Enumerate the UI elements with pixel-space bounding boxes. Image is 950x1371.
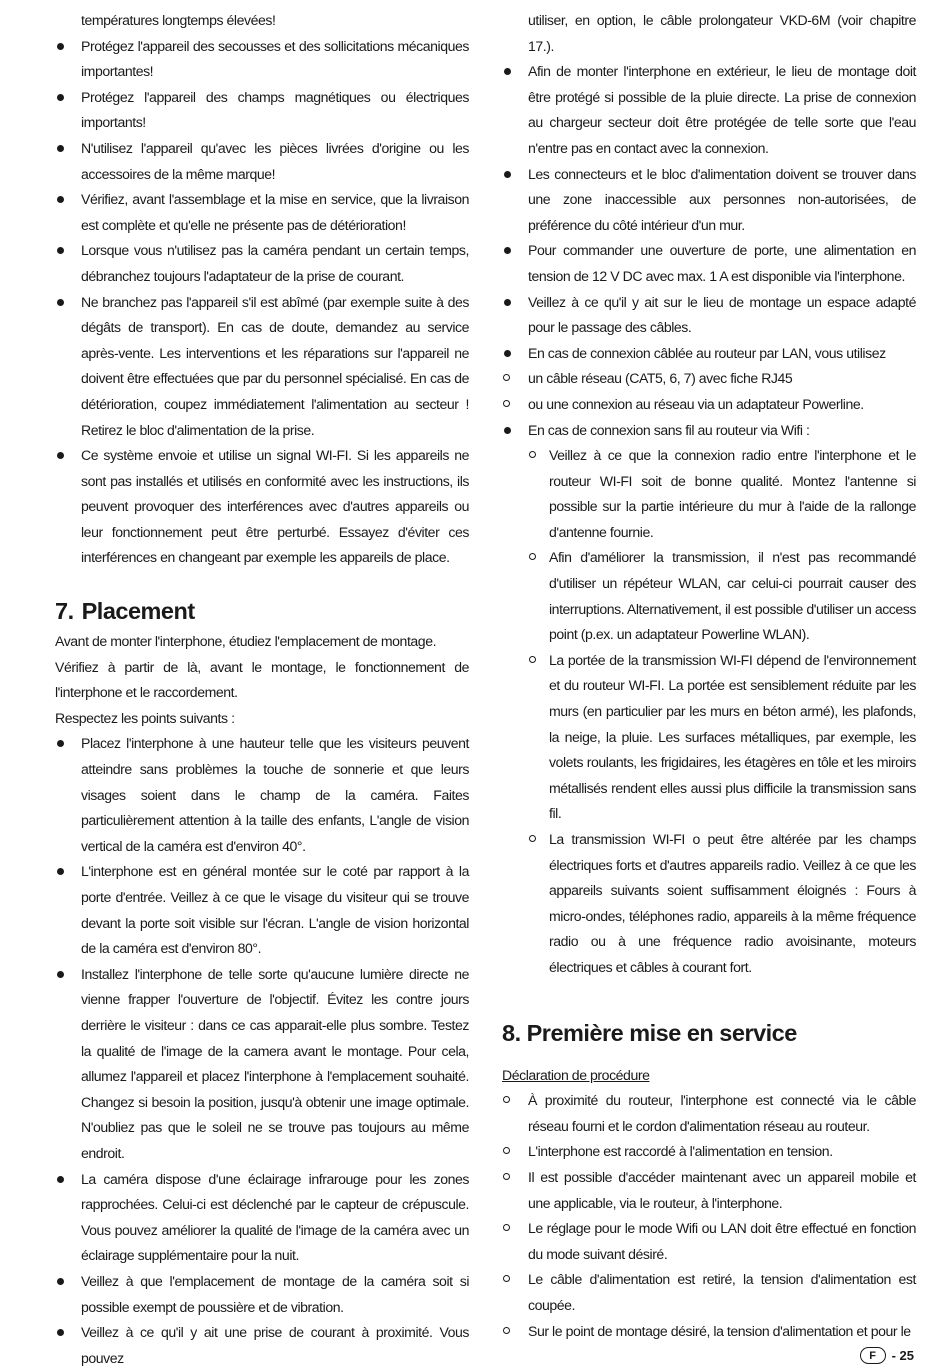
wifi-bullet-label: En cas de connexion sans fil au routeur via Wifi :: [528, 421, 810, 438]
right-continuation: utiliser, en option, le câble prolongateur VKD-6M (voir chapitre 17.).: [528, 12, 916, 54]
section-7-para-1: Avant de monter l'interphone, étudiez l'emplacement de montage.: [55, 633, 437, 650]
section-8-subheading: Déclaration de procédure: [502, 1066, 650, 1083]
list-item: La caméra dispose d'une éclairage infrarouge pour les zones rapprochées. Celui-ci est déclenché par le capteur de crépuscule. Vous pouvez améliorer la qualité de l'image de la caméra avec un éclairage supplémentaire pour la nuit.: [55, 1167, 469, 1269]
mounting-bullet-list: [502, 59, 916, 980]
list-item: Pour commander une ouverture de porte, une alimentation en tension de 12 V DC avec max. 1 A est disponible via l'interphone.: [502, 238, 916, 289]
placement-bullet-list: [55, 731, 469, 1371]
list-item: L'interphone est en général montée sur le coté par rapport à la porte d'entrée. Veillez à ce que le visage du visiteur qui se trouve devant la porte soit visible sur l'écran. L'angle de vision horizontal de la caméra est d'environ 80°.: [55, 859, 469, 961]
section-7-para-3: Respectez les points suivants :: [55, 709, 235, 726]
list-item: ou une connexion au réseau via un adaptateur Powerline.: [502, 392, 916, 418]
list-item: À proximité du routeur, l'interphone est connecté via le câble réseau fourni et le cordon d'alimentation réseau au routeur.: [502, 1088, 916, 1139]
list-item: Lorsque vous n'utilisez pas la caméra pendant un certain temps, débranchez toujours l'adaptateur de la prise de courant.: [55, 238, 469, 289]
procedure-list: [502, 1088, 916, 1344]
safety-bullet-list: [55, 34, 469, 571]
section-7-number: 7.: [55, 598, 74, 625]
list-item: Les connecteurs et le bloc d'alimentation doivent se trouver dans une zone inaccessible aux personnes non-autorisées, de préférence du côté intérieur d'un mur.: [502, 162, 916, 239]
list-item: Afin de monter l'interphone en extérieur, le lieu de montage doit être protégé si possible de la pluie directe. La prise de connexion au chargeur secteur doit être protégée de telle sorte que l'eau n'entre pas en contact avec la connexion.: [502, 59, 916, 161]
list-item: L'interphone est raccordé à l'alimentation en tension.: [502, 1139, 916, 1165]
list-item: Le réglage pour le mode Wifi ou LAN doit être effectué en fonction du mode suivant désiré.: [502, 1216, 916, 1267]
list-item: Veillez à ce que la connexion radio entre l'interphone et le routeur WI-FI soit de bonne qualité. Montez l'antenne si possible sur la partie intérieure du mur à l'aide de la rallonge d'antenne fournie.: [528, 443, 916, 545]
page-number: - 25: [891, 1348, 914, 1363]
section-7-title: Placement: [81, 598, 195, 625]
right-column: [502, 8, 916, 1344]
list-item: Installez l'interphone de telle sorte qu'aucune lumière directe ne vienne frapper l'ouverture de l'objectif. Évitez les contre jours derrière le visiteur : dans ce cas apparait-elle plus sombre. Testez la qualité de l'image de la camera avant le montage. Pour cela, allumez l'appareil et placez l'interphone à l'emplacement souhaité. Changez si besoin la position, jusqu'à obtenir une image optimale. N'oubliez pas que le soleil ne se trouve pas toujours au même endroit.: [55, 962, 469, 1167]
list-item: Protégez l'appareil des champs magnétiques ou électriques importants!: [55, 85, 469, 136]
section-7-para-2: Vérifiez à partir de là, avant le montage, le fonctionnement de l'interphone et le raccordement.: [55, 658, 469, 701]
list-item: Veillez à ce qu'il y ait une prise de courant à proximité. Vous pouvez: [55, 1320, 469, 1371]
list-item: N'utilisez l'appareil qu'avec les pièces livrées d'origine ou les accessoires de la même marque!: [55, 136, 469, 187]
list-item: La portée de la transmission WI-FI dépend de l'environnement et du routeur WI-FI. La portée est sensiblement réduite par les murs (en particulier par les murs en béton armé), les plafonds, la neige, la pluie. Les surfaces métalliques, par exemple, les volets roulants, les frigidaires, les étagères en tôle et les miroirs métallisés rendent elles aussi plus difficile la transmission sans fil.: [528, 648, 916, 827]
list-item: Le câble d'alimentation est retiré, la tension d'alimentation est coupée.: [502, 1267, 916, 1318]
list-item: Veillez à que l'emplacement de montage de la caméra soit si possible exempt de poussière et de vibration.: [55, 1269, 469, 1320]
list-item: En cas de connexion câblée au routeur par LAN, vous utilisez: [502, 341, 916, 367]
intro-continuation: températures longtemps élevées!: [81, 12, 276, 28]
list-item: Protégez l'appareil des secousses et des sollicitations mécaniques importantes!: [55, 34, 469, 85]
list-item: un câble réseau (CAT5, 6, 7) avec fiche RJ45: [502, 366, 916, 392]
wifi-list-item: [502, 418, 916, 981]
section-7-heading: [55, 597, 469, 625]
left-column: [55, 8, 469, 1371]
page-footer: [860, 1347, 914, 1364]
list-item: Vérifiez, avant l'assemblage et la mise en service, que la livraison est complète et qu'elle ne présente pas de détérioration!: [55, 187, 469, 238]
list-item: La transmission WI-FI o peut être altérée par les champs électriques forts et d'autres appareils radio. Veillez à ce que les appareils suivants soient suffisamment éloignés : Fours à micro-ondes, téléphones radio, appareils à la même fréquence radio ou à une fréquence radio avoisinante, moteurs électriques et câbles à courant fort.: [528, 827, 916, 981]
list-item: Sur le point de montage désiré, la tension d'alimentation et pour le: [502, 1319, 916, 1345]
wifi-sub-list: [528, 443, 916, 980]
language-badge: F: [860, 1347, 886, 1364]
section-8-heading: 8. Première mise en service: [502, 1019, 797, 1046]
list-item: Veillez à ce qu'il y ait sur le lieu de montage un espace adapté pour le passage des câbles.: [502, 290, 916, 341]
list-item: Ne branchez pas l'appareil s'il est abîmé (par exemple suite à des dégâts de transport). En cas de doute, demandez au service après-vente. Les interventions et les réparations sur l'appareil ne doivent être effectuées que par du personnel spécialisé. En cas de détérioration, coupez immédiatement l'alimentation au secteur ! Retirez le bloc d'alimentation de la prise.: [55, 290, 469, 444]
list-item: Placez l'interphone à une hauteur telle que les visiteurs peuvent atteindre sans problèmes la touche de sonnerie et que leurs visages soient dans le champ de la caméra. Faites particulièrement attention à la taille des enfants, L'angle de vision vertical de la caméra est d'environ 40°.: [55, 731, 469, 859]
list-item: Ce système envoie et utilise un signal WI-FI. Si les appareils ne sont pas installés et utilisés en conformité avec les instructions, ils peuvent provoquer des interférences avec d'autres appareils ou leur fonctionnement peut être perturbé. Essayez d'éviter ces interférences en changeant par exemple les appareils de place.: [55, 443, 469, 571]
list-item: Afin d'améliorer la transmission, il n'est pas recommandé d'utiliser un répéteur WLAN, car celui-ci pourrait causer des interruptions. Alternativement, il est possible d'utiliser un access point (p.ex. un adaptateur Powerline WLAN).: [528, 545, 916, 647]
list-item: Il est possible d'accéder maintenant avec un appareil mobile et une applicable, via le routeur, à l'interphone.: [502, 1165, 916, 1216]
